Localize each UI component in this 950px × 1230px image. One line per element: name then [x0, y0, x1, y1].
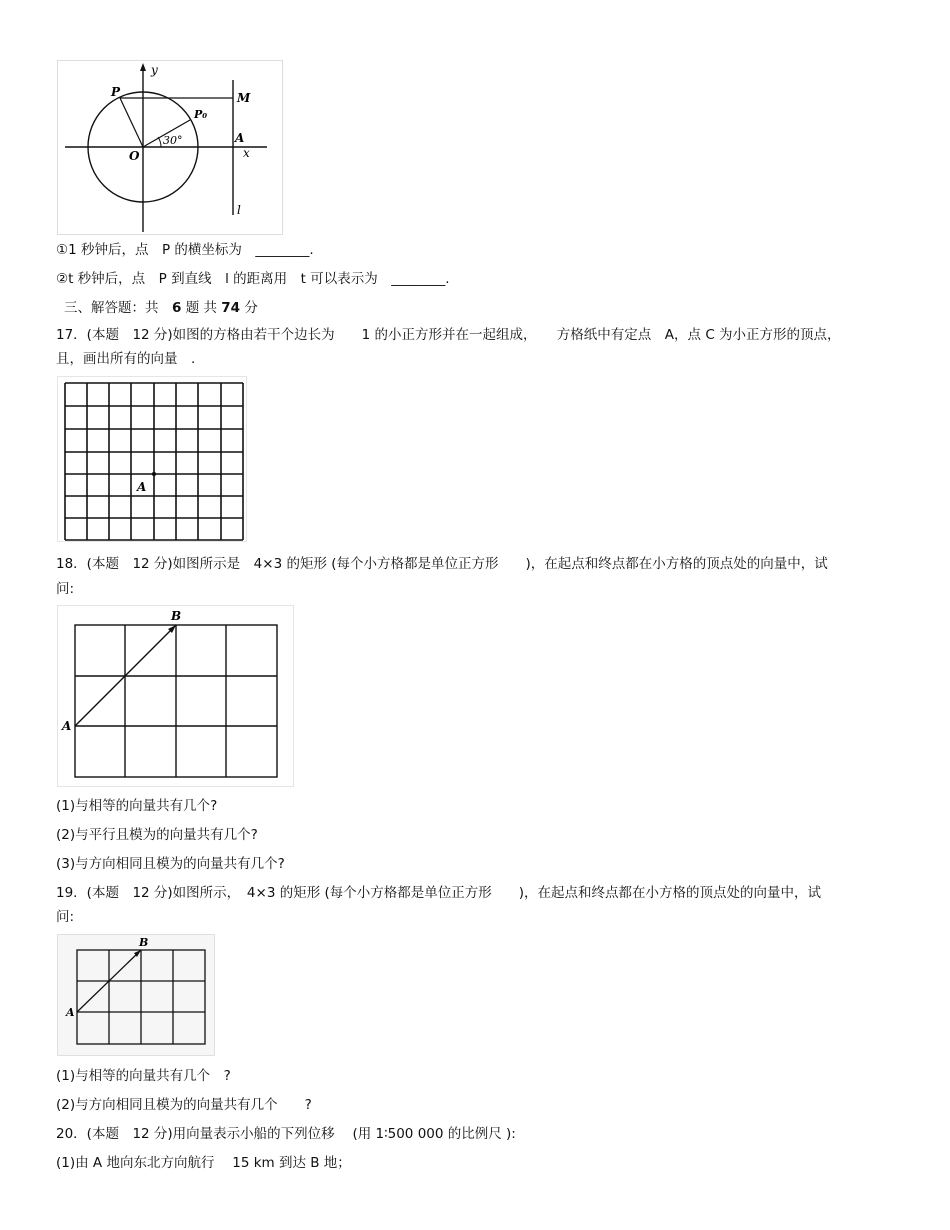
q18-sub-2: (2)与平行且模为的向量共有几个? [56, 827, 258, 843]
q16-item-2: ②t 秒钟后，点 P 到直线 l 的距离用 t 可以表示为 ________. [56, 271, 450, 287]
point-p-label: P [111, 85, 121, 99]
origin-label: O [129, 149, 140, 163]
q18-sub-1: (1)与相等的向量共有几个? [56, 798, 218, 814]
section-3-mid: 题 共 [181, 300, 222, 316]
q19-text-line-1: 19．(本题 12 分)如图所示， 4×3 的矩形 (每个小方格都是单位正方形 )，在起点和终点都在小方格的顶点处的向量中，试 [56, 885, 822, 901]
q18-sub-3: (3)与方向相同且模为的向量共有几个? [56, 856, 285, 872]
rect-point-b-label: B [171, 609, 182, 623]
section-3-count: 6 [172, 300, 182, 316]
section-3-heading [64, 299, 258, 317]
point-a-label: A [235, 131, 245, 145]
unit-circle-figure [57, 60, 283, 235]
rect-point-a-label: A [62, 719, 72, 733]
line-l-label: l [237, 203, 241, 217]
small-rect-point-a-label: A [66, 1006, 75, 1019]
point-m-label: M [237, 91, 251, 105]
q19-sub-1: (1)与相等的向量共有几个 ? [56, 1068, 231, 1084]
rectangle-figure-q19 [57, 934, 215, 1056]
y-axis-label: y [151, 63, 158, 77]
q19-sub-2: (2)与方向相同且模为的向量共有几个 ? [56, 1097, 312, 1113]
q17-text-line-1: 17．(本题 12 分)如图的方格由若干个边长为 1 的小正方形并在一起组成， 方格纸中有定点 A，点 C 为小正方形的顶点， [56, 327, 841, 343]
rectangle-figure-q18 [57, 605, 294, 787]
grid-figure-q17 [57, 376, 247, 542]
q17-text-line-2: 且，画出所有的向量 . [56, 351, 196, 367]
q20-sub-1: (1)由 A 地向东北方向航行 15 km 到达 B 地； [56, 1155, 351, 1171]
q18-text-line-2: 问: [56, 581, 75, 597]
q18-text-line-1: 18．(本题 12 分)如图所示是 4×3 的矩形 (每个小方格都是单位正方形 )，在起点和终点都在小方格的顶点处的向量中，试 [56, 556, 828, 572]
q19-text-line-2: 问: [56, 909, 75, 925]
grid-point-a-label: A [137, 480, 147, 494]
x-axis-label: x [243, 146, 250, 160]
point-p0-label: P₀ [194, 108, 208, 121]
section-3-suffix: 分 [240, 300, 258, 316]
q20-text-line-1: 20．(本题 12 分)用向量表示小船的下列位移 (用 1∶500 000 的比例尺 ): [56, 1126, 516, 1142]
angle-label: 30° [163, 134, 183, 147]
section-3-points: 74 [221, 300, 241, 316]
section-3-prefix: 三、解答题：共 [64, 300, 172, 316]
q16-item-1: ①1 秒钟后，点 P 的横坐标为 ________. [56, 242, 314, 258]
small-rect-point-b-label: B [139, 936, 149, 949]
